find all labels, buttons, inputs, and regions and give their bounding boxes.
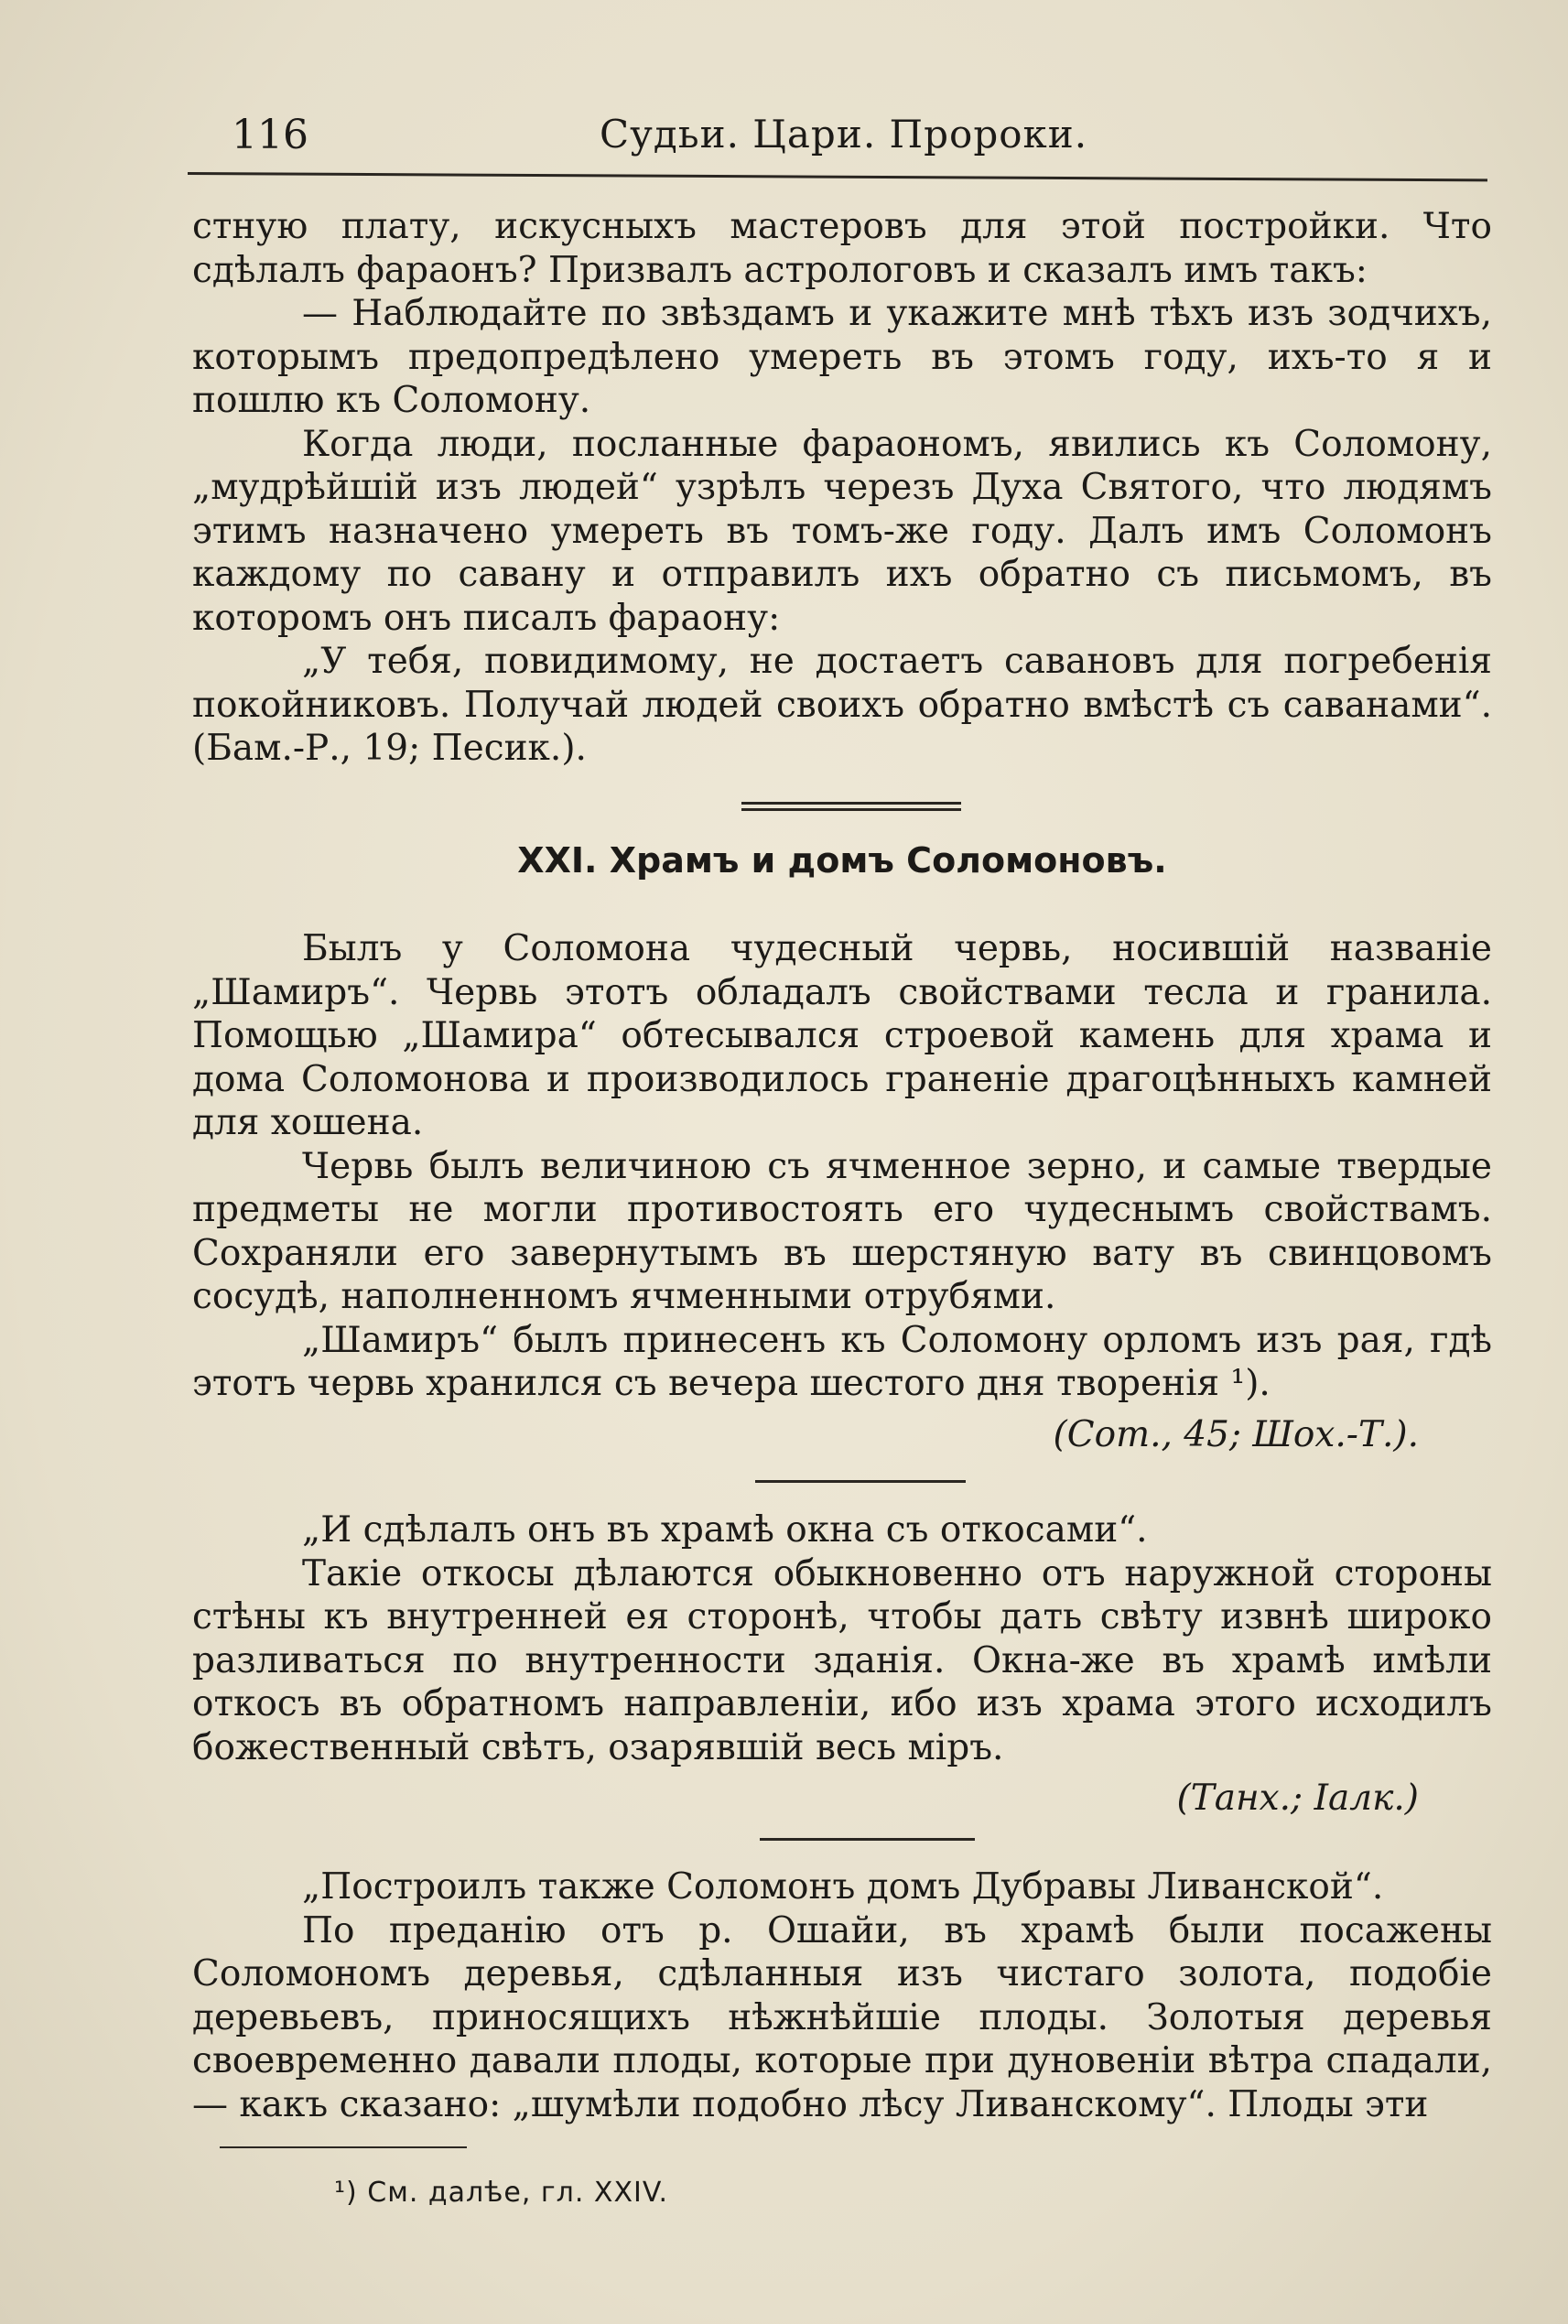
page-header: [188, 108, 1487, 172]
paragraph: „И сдѣлалъ онъ въ храмѣ окна съ откосами“.: [302, 1509, 1148, 1551]
paragraph: „Шамиръ“ былъ принесенъ къ Соломону орломъ изъ рая, гдѣ этотъ червь хранился съ вечера шестого дня творенія ¹).: [192, 1319, 1492, 1404]
source-reference: (Сот., 45; Шох.-Т.).: [1053, 1413, 1419, 1455]
footnote: ¹) См. далѣе, гл. XXIV.: [334, 2177, 669, 2209]
page-number: 116: [232, 112, 308, 158]
section-heading: XXI. Храмъ и домъ Соломоновъ.: [517, 840, 1167, 881]
paragraph: По преданію отъ р. Ошайи, въ храмѣ были посажены Соломономъ деревья, сдѣланныя изъ чистаго золота, подобіе деревьевъ, приносящихъ нѣжнѣйшіе плоды. Золотыя деревья своевременно давали плоды, которые при дуновеніи вѣтра спадали,— какъ сказано: „шумѣли подобно лѣсу Ливанскому“. Плоды эти: [192, 1909, 1492, 2125]
text-block-2: [192, 927, 1492, 1456]
paragraph: Такіе откосы дѣлаются обыкновенно отъ наружной стороны стѣны къ внутренней ея сторонѣ, чтобы дать свѣту извнѣ широко разливаться по внутренности зданія. Окна-же въ храмѣ имѣли откосъ въ обратномъ направленіи, ибо изъ храма этого исходилъ божественный свѣтъ, озарявшій весь міръ.: [192, 1552, 1492, 1768]
paragraph: „Построилъ также Соломонъ домъ Дубравы Ливанской“.: [302, 1866, 1384, 1908]
paragraph: — Наблюдайте по звѣздамъ и укажите мнѣ тѣхъ изъ зодчихъ, которымъ предопредѣлено умереть въ этомъ году, ихъ-то я и пошлю къ Соломону.: [192, 293, 1492, 421]
source-reference: (Танх.; Іалк.): [1176, 1778, 1419, 1819]
paragraph: Червь былъ величиною съ ячменное зерно, и самые твердые предметы не могли противостоять его чудеснымъ свойствамъ. Сохраняли его завернутымъ въ шерстяную вату въ свинцовомъ сосудѣ, наполненномъ ячменными отрубями.: [192, 1145, 1492, 1317]
divider-rule: [760, 1838, 975, 1841]
header-rule: [188, 172, 1487, 181]
text-block-4: [192, 1865, 1492, 2126]
paragraph: стную плату, искусныхъ мастеровъ для этой постройки. Что сдѣлалъ фараонъ? Призвалъ астрологовъ и сказалъ имъ такъ:: [192, 206, 1492, 291]
text-block-3: [192, 1508, 1492, 1821]
paragraph: Былъ у Соломона чудесный червь, носившій названіе „Шамиръ“. Червь этотъ обладалъ свойствами тесла и гранила. Помощью „Шамира“ обтесывался строевой камень для храма и дома Соломонова и производилось граненіе драгоцѣнныхъ камней для хошена.: [192, 928, 1492, 1143]
paragraph: „У тебя, повидимому, не достаетъ савановъ для погребенія покойниковъ. Получай людей своихъ обратно вмѣстѣ съ саванами“. (Бам.-Р., 19; Песик.).: [192, 641, 1492, 769]
divider-rule: [755, 1480, 966, 1483]
running-title: Судьи. Цари. Пророки.: [600, 112, 1088, 157]
section-divider: [741, 802, 961, 811]
text-block-1: [192, 205, 1492, 771]
footnote-rule: [220, 2146, 467, 2148]
paragraph: Когда люди, посланные фараономъ, явились къ Соломону, „мудрѣйшій изъ людей“ узрѣлъ черезъ Духа Святого, что людямъ этимъ назначено умереть въ томъ-же году. Далъ имъ Соломонъ каждому по савану и отправилъ ихъ обратно съ письмомъ, въ которомъ онъ писалъ фараону:: [192, 423, 1492, 639]
